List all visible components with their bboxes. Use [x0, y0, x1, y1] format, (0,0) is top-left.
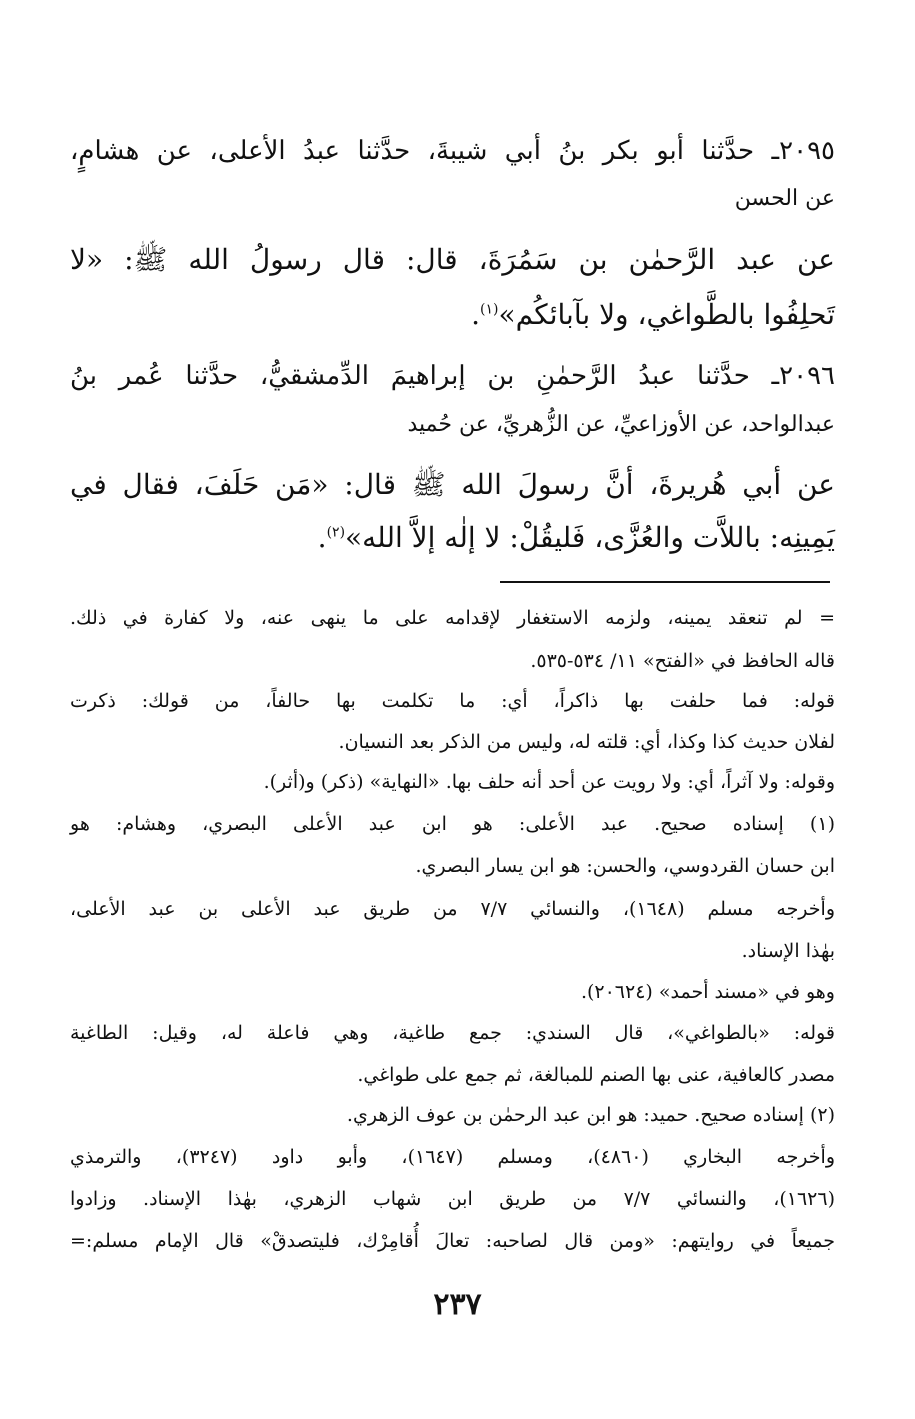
footnote-line-11: قوله: «بالطواغي»، قال السندي: جمع طاغية، وهي فاعلة له، وقيل: الطاغية — [70, 1022, 835, 1044]
footnote-line-12: مصدر كالعافية، عنى بها الصنم للمبالغة، ثم جمع على طواغي. — [357, 1064, 835, 1086]
footnote-line-4: لفلان حديث كذا وكذا، أي: قلته له، وليس من الذكر بعد النسيان. — [338, 731, 835, 753]
footnote-ref-1: (١) — [480, 301, 499, 318]
footnote-line-13: (٢) إسناده صحيح. حميد: هو ابن عبد الرحمٰن بن عوف الزهري. — [346, 1104, 835, 1126]
hadith-2096-line-4: يَمِينِه: باللاَّت والعُزَّى، فَليقُلْ: لا إلٰه إلاَّ الله»$^{(٢)}$. — [317, 521, 835, 554]
footnote-line-2: قاله الحافظ في «الفتح» ١١/ ٥٣٤-٥٣٥. — [530, 650, 835, 672]
hadith-2095-line-4: تَحلِفُوا بالطَّواغي، ولا بآبائكُم»$^{(١)}$. — [471, 298, 835, 331]
footnote-line-1: = لم تنعقد يمينه، ولزمه الاستغفار لإقدامه على ما ينهى عنه، ولا كفارة في ذلك. — [70, 607, 835, 629]
footnote-line-7: ابن حسان القردوسي، والحسن: هو ابن يسار البصري. — [415, 855, 835, 877]
footnote-separator — [500, 581, 830, 583]
footnote-line-9: بهٰذا الإسناد. — [741, 940, 835, 962]
footnote-line-15: (١٦٢٦)، والنسائي ٧/٧ من طريق ابن شهاب الزهري، بهٰذا الإسناد. وزادوا — [70, 1188, 835, 1210]
footnote-line-8: وأخرجه مسلم (١٦٤٨)، والنسائي ٧/٧ من طريق عبد الأعلى بن عبد الأعلى، — [70, 898, 835, 920]
hadith-2095-line-1: ٢٠٩٥ـ حدَّثنا أبو بكر بنُ أبي شيبةَ، حدَّثنا عبدُ الأعلى، عن هشامٍ، — [70, 136, 835, 166]
footnote-line-14: وأخرجه البخاري (٤٨٦٠)، ومسلم (١٦٤٧)، وأبو داود (٣٢٤٧)، والترمذي — [70, 1146, 835, 1168]
hadith-2096-line-3: عن أبي هُريرةَ، أنَّ رسولَ الله ﷺ قال: «مَن حَلَفَ، فقال في — [70, 468, 835, 501]
hadith-2096-line-2: عبدالواحد، عن الأوزاعيِّ، عن الزُّهريِّ، عن حُميد — [407, 412, 835, 437]
page-number: ٢٣٧ — [433, 1287, 482, 1322]
hadith-2096-text-end: يَمِينِه: باللاَّت والعُزَّى، فَليقُلْ: لا إلٰه إلاَّ الله» — [345, 521, 835, 554]
footnote-line-3: قوله: فما حلفت بها ذاكراً، أي: ما تكلمت بها حالفاً، من قولك: ذكرت — [70, 690, 835, 712]
footnote-line-10: وهو في «مسند أحمد» (٢٠٦٢٤). — [580, 981, 835, 1003]
footnote-ref-2: (٢) — [326, 524, 346, 541]
footnote-line-16: جميعاً في روايتهم: «ومن قال لصاحبه: تعالَ أُقامِرْك، فليتصدقْ» قال الإمام مسلم:= — [70, 1230, 835, 1252]
hadith-2095-line-2: عن الحسن — [734, 186, 835, 211]
hadith-2096-line-1: ٢٠٩٦ـ حدَّثنا عبدُ الرَّحمٰنِ بن إبراهيمَ الدِّمشقيُّ، حدَّثنا عُمر بنُ — [70, 361, 835, 391]
footnote-line-6: (١) إسناده صحيح. عبد الأعلى: هو ابن عبد الأعلى البصري، وهشام: هو — [70, 813, 835, 835]
hadith-2095-line-3: عن عبد الرَّحمٰن بن سَمُرَةَ، قال: قال رسولُ الله ﷺ: «لا — [70, 243, 835, 276]
footnote-line-5: وقوله: ولا آثراً، أي: ولا رويت عن أحد أنه حلف بها. «النهاية» (ذكر) و(أثر). — [263, 771, 835, 793]
hadith-2095-text-end: تَحلِفُوا بالطَّواغي، ولا بآبائكُم» — [498, 298, 835, 331]
